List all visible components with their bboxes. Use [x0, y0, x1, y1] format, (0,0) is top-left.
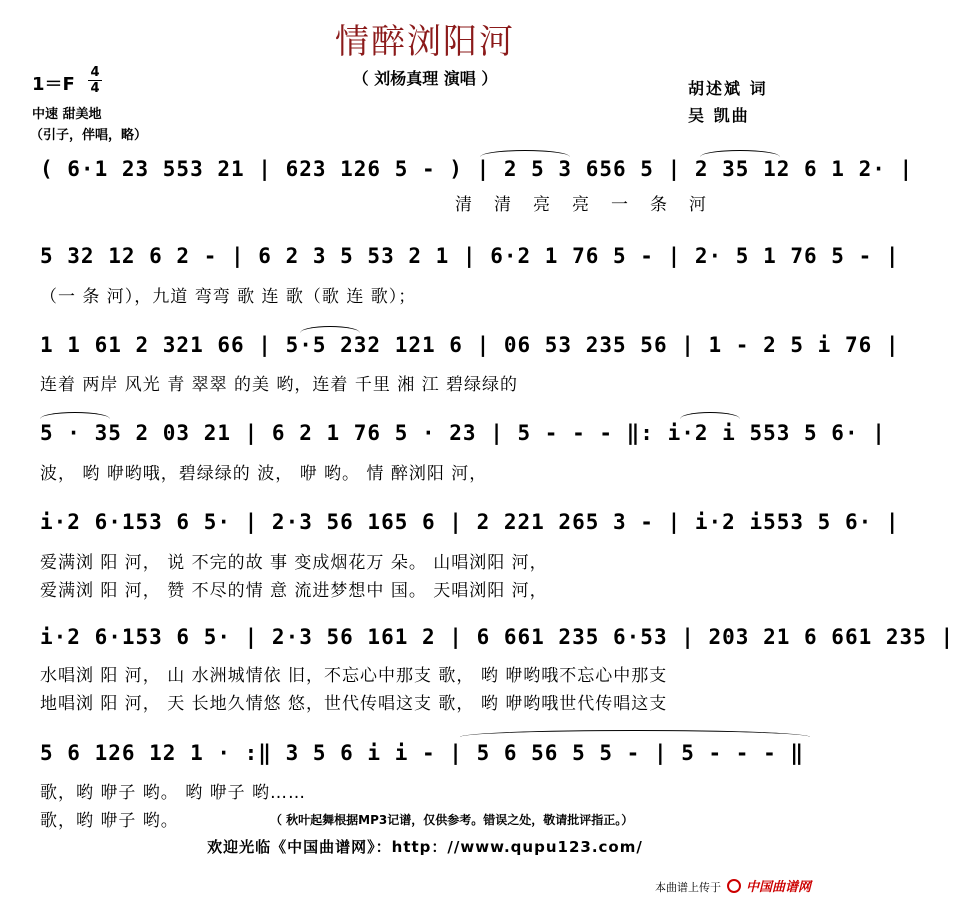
performer-line: （ 刘杨真理 演唱 ）: [352, 69, 498, 88]
composer-credit: 吴 凯曲: [688, 106, 750, 125]
music-row-2: 5 32 12 6 2 - | 6 2 3 5 53 2 1 | 6·2 1 76 5 - | 2· 5 1 76 5 - |: [40, 244, 900, 268]
slur-mark: [40, 412, 110, 419]
slur-mark: [700, 150, 780, 157]
slur-mark: [300, 326, 360, 333]
intro-note: （引子，伴唱，略）: [30, 128, 148, 143]
time-sig-top: 4: [90, 65, 100, 80]
footer-upload-line: [655, 876, 811, 895]
time-sig-bottom: 4: [90, 81, 100, 96]
slur-mark: [460, 730, 810, 737]
key-signature: 1＝F: [32, 74, 75, 95]
music-row-5: i·2 6·153 6 5· | 2·3 56 165 6 | 2 221 265 3 - | i·2 i553 5 6· |: [40, 510, 900, 534]
music-row-1: ( 6·1 23 553 21 | 623 126 5 - ) | 2 5 3 656 5 | 2 35 12 6 1 2· |: [40, 157, 914, 181]
music-row-7: 5 6 126 12 1 · :‖ 3 5 6 i i - | 5 6 56 5 5 - | 5 - - - ‖: [40, 741, 805, 765]
lyric-row-7-verse-1: 歌，哟 咿子 哟。 哟 咿子 哟……: [40, 783, 307, 803]
welcome-line: 欢迎光临《中国曲谱网》：http：//www.qupu123.com/: [207, 838, 643, 856]
lyric-row-5-verse-1: 爱满浏 阳 河， 说 不完的故 事 变成烟花万 朵。 山唱浏阳 河，: [40, 553, 548, 573]
lyric-row-1-verse-1: 清清亮亮一条河: [455, 195, 728, 215]
lyric-row-6-verse-1: 水唱浏 阳 河， 山 水洲城情依 旧，不忘心中那支 歌， 哟 咿哟哦不忘心中那支: [40, 666, 668, 686]
music-row-6: i·2 6·153 6 5· | 2·3 56 161 2 | 6 661 235 6·53 | 203 21 6 661 235 |: [40, 625, 954, 649]
site-logo-icon: [727, 879, 741, 893]
footer-text: 本曲谱上传于: [655, 881, 721, 894]
score-title: 情醉浏阳河: [335, 22, 515, 62]
lyric-row-7-verse-2: 歌，哟 咿子 哟。: [40, 811, 179, 831]
time-signature: [88, 66, 102, 95]
transcription-note: （ 秋叶起舞根据MP3记谱，仅供参考。错误之处，敬请批评指正。）: [270, 813, 634, 827]
footer-brand: 中国曲谱网: [746, 880, 812, 895]
music-row-4: 5 · 35 2 03 21 | 6 2 1 76 5 · 23 | 5 - - - ‖: i·2 i 553 5 6· |: [40, 421, 886, 445]
music-row-3: 1 1 61 2 321 66 | 5·5 232 121 6 | 06 53 235 56 | 1 - 2 5 i 76 |: [40, 333, 900, 357]
lyric-row-2-verse-1: （一 条 河），九道 弯弯 歌 连 歌（歌 连 歌）；: [40, 287, 417, 307]
slur-mark: [680, 412, 740, 419]
lyric-row-3-verse-1: 连着 两岸 风光 青 翠翠 的美 哟，连着 千里 湘 江 碧绿绿的: [40, 375, 519, 395]
slur-mark: [480, 150, 570, 157]
tempo-marking: 中速 甜美地: [32, 107, 102, 122]
lyricist-credit: 胡述斌 词: [688, 79, 768, 98]
lyric-row-4-verse-1: 波， 哟 咿哟哦，碧绿绿的 波， 咿 哟。 情 醉浏阳 河，: [40, 464, 488, 484]
lyric-row-5-verse-2: 爱满浏 阳 河， 赞 不尽的情 意 流进梦想中 国。 天唱浏阳 河，: [40, 581, 548, 601]
lyric-row-6-verse-2: 地唱浏 阳 河， 天 长地久情悠 悠，世代传唱这支 歌， 哟 咿哟哦世代传唱这支: [40, 694, 668, 714]
